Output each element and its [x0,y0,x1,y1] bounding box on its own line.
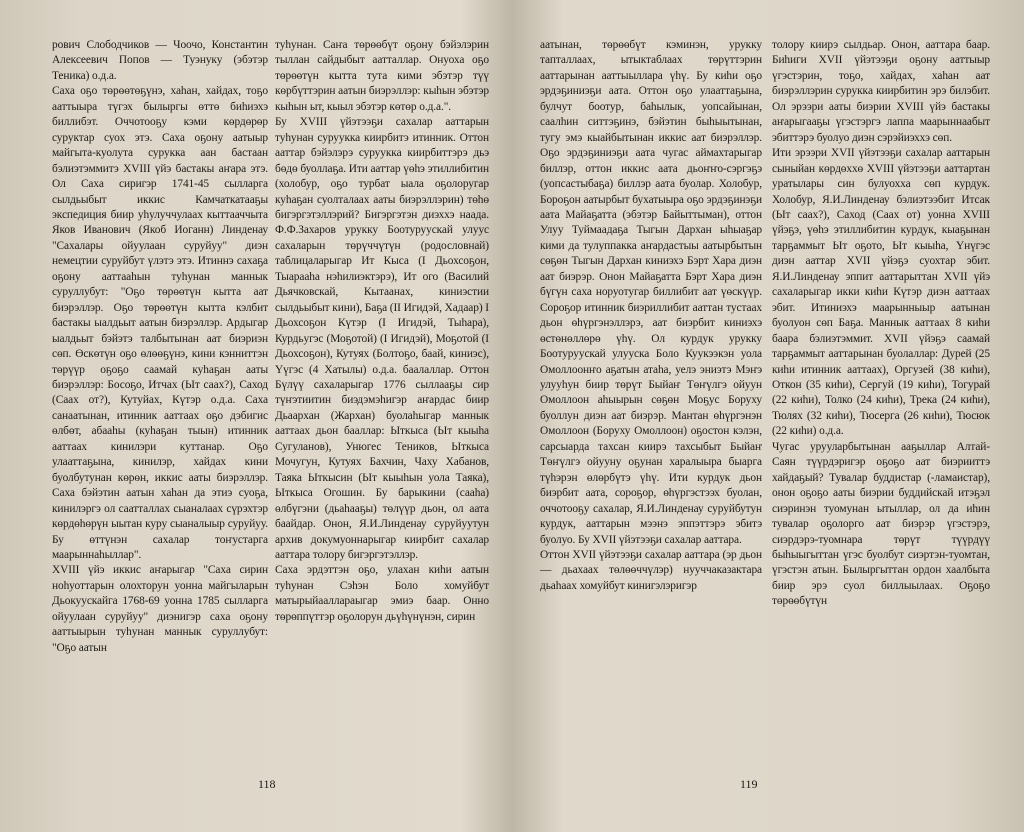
right-page-number: 119 [740,777,758,791]
left-page-column-2: туһунан. Саҥа төрөөбүт оҕону бэйэлэрин тыллан сайдыбыт аатталлар. Онуоха оҕо төрөөтүн кытта тута кими эбэтэр түү көрбүттэрин аатын биэрэллэр: кыһын эбэтэр кыһын ыт, кыыл эбэтэр көтөр о.д.а.". Бу XVIII үйэтээҕи сахалар ааттарын туһунан суруукка киирбитэ итинник. Оттон ааттар бэйэлэрэ суруукка киирбиттэрэ дьэ бөдө буоллаҕа. Ити ааттар үөһэ этиллибитин (холобур, оҕо турбат ыала оҕолоругар куһаҕан суолталаах ааты биэрэллэрин) төһө бигэргэтэллэрий? Бигэргэтэн диэххэ наада. Ф.Ф.Захаров урукку Боотуруускай улуус сахаларын төрүччүтүн (родословнай) таблицаларыгар Ит Кыса (I Дьохсоҕон, Тыарааһа нэһилиэктэрэ), Ит ого (Василий Дьячковскай, Кытаанах, киниэстии сылдьыбыт кини), Баҕа (II Игидэй, Хадаар) I Дьохсоҕон Күтэр (I Игидэй, Тыһара), Курдьугэс (Моҕотой) (I Игидэй), Моҕотой (I Дьохсоҕон), Кутуях (Болтоҕо, баай, киниэс), Үүгэс (4 Хатылы) о.д.а. баалаллар. Оттон Бүлүү сахаларыгар 1776 сыллааҕы сир түҥэтиитин биэдэмэһигэр аҥардас биир Дьаархан (Жархан) буолаһыгар маннык ааттаах дьон бааллар: Ыткыса (Ыт кыыһа Сугуланов), Унюгес Теников, Ыткыса Мочугун, Кутуях Бахчин, Чаху Хабанов, Таяка Ыткысин (Ыт кыыһын уола Таяка), Ыткыса Огошин. Бу барыкини (сааһа) өлбүгэни (дьаһааҕы) төлүүр дьон, ол аата баайдар. Онон, Я.И.Линденау суруйуутун архив докумуоннарыгар киирбит сахалар ааттара толору бигэргэтэллэр. Саха эрдэттэн оҕо, улахан киһи аатын туһунан Сэһэн Боло хомуйбут матырыйааллараыгар эмиэ баар. Онно төрөппүттэр оҕолорун дьүһүнүнэн, сирин [275,39,489,623]
right-page [512,0,1024,832]
right-page-column-1: аатынан, төрөөбүт кэминэн, урукку тапталлаах, ытыктаблаах төрүттэрин ааттарынан ааттыыллара үһү. Бу киһи оҕо эрдэҕиниэҕи аата. Оттон оҕо улааттаҕына, булчут боотур, баһылык, уопсайынан, саалһин ситтэҕинэ, бэйэтин быһыытынан, тугу эмэ кыайбытынан иккис аат биэрэллэр. Оҕо эрдэҕиниэҕи аата чугас аймахтарыгар биллэр, оттон иккис аата дьоҥҥо-сэргэҕэ (уопсастыбаҕа) биллэр аата буолар. Холобур, Бороҕон аатырбыт бухатыыра оҕо эрдэҕинэҕи аата Майаҕатта (эбэтэр Байыттыман), оттон Улуу Туймаадаҕа Тыгын Дархан ыһыаҕар кими да тулуппакка аҥардастыы аатырбытын сөҕөн Тыгын Дархан киниэхэ Бэрт Хара диэн аат биэрэр. Онон Майаҕатта Бэрт Хара диэн бүгүн саха норуотугар биллибит аат үөскүүр. Сороҕор итинник биэриллибит ааттан тустаах дьон өһүргэнэллэрэ, аат биэрбит киниэхэ өстөнөллөрө үһү. Ол курдук урукку Боотуруускай улууска Боло Куукээкэн уола Омоллоонҥо аҕатын атаһа, уелэ эниэтэ Мэҥэ улууһун биир төрүт Быйаҥ Төҥүлгэ ойуун Омоллоон аһыырын сөҕөн Моҕус Боруху буоллун диэн аат биэрэр. Мантан өһүргэнэн Омоллоон (Боруху Омоллоон) оҕостон кэлэн, сарсыарда тахсан киирэ тахсыбыт Быйаҥ Төҥүлгэ ойууну оҕунан харалыыра быарга түһэрэн өлөрбүтэ үһү. Ити курдук дьон биэрбит аата, сороҕор, өһүргэстээх буолан, оччотооҕу сахалар, Я.И.Линденау суруйбутун курдук, ааттарын мээнэ эппэттэрэ эбитэ буолуо. Бу XVII үйэтээҕи сахалар ааттара. Оттон XVII үйэтээҕи сахалар ааттара (эр дьон — дьахаах төлөөччүлэр) нууччаказактара дьаһаах хомуйбут кинигэлэригэр [540,39,762,592]
left-page-column-1: рович Слободчиков — Чоочо, Константин Алексеевич Попов — Туэнуку (эбэтэр Теника) о.д.а. Саха оҕо төрөөтөҕүнэ, хаһан, хайдах, тоҕо ааттыыра түгэх былыргы өттө биһиэхэ биллибэт. Оччотооҕу кэми көрдөрөр суруктар суох этэ. Саха оҕону аатыыр майгыта-куолута сурукка аан бастаан бэлиэтэммитэ XVIII үйэ бастакы аҥара этэ. Ол Саха сиригэр 1741-45 сылларга сылдьыбыт иккис Камчаткатааҕы экспедиция биир уһулуччулаах кыттааччыта Яков Иванович (Якоб Иоганн) Линденау "Сахалары ойуулаан суруйуу" диэн немецтии суруйбут үлэтэ этэ. Итиннэ сахаҕа оҕону ааттааһын туһунан маннык суруллубут: "Оҕо төрөөтүн кытта аат биэрэллэр. Оҕо төрөөтүн кытта кэлбит бастакы ыалдьыт аатын биэрэллэр. Ардыгар ыалдьыт бэйэтэ талбытынан аат биэриэн сөп. Өскөтүн оҕо өлөөҕүнэ, кини кэнниттэн төрүүр оҕоҕо саамай куһаҕан ааты биэрэллэр: Босоҕо, Итчах (Ыт саах?), Саход (Саах от?), Кутуйах, Күтэр о.д.а. Саха санаатынан, итинник ааттаах оҕо дэбигис өлбөт, абааһы (куһаҕан тыын) итинник ааттаах кинилэри куттанар. Оҕо улааттаҕына, кинилэр, хайдах кини буолбутунан көрөн, иккис ааты биэрэллэр. Саха бэйэтин аатын хаһан да этиэ суоҕа, кинилэргэ ол саатталлах сыаналаах сүрэхтэр көрдөһөрүн ыытан куру сыаналыыр суруйуу. Бу өттүнэн сахалар тоҥустарга маарыннаһыллар". XVIII үйэ иккис аҥарыгар "Саха сирин ноһуоттарын олохторун уонна майгыларын Дьокуускайга 1768-69 уонна 1785 сылларга ойуулаан суруйуу" диэнигэр саха оҕону ааттыырын туһунан маннык суруллубут: "Оҕо аатын [52,39,268,654]
left-page-number: 118 [258,777,276,791]
right-page-column-2: толору киирэ сылдьар. Онон, ааттара баар. Биһиги XVII үйэтээҕи оҕону ааттыыр үгэстэрин, тоҕо, хайдах, хаһан аат биэрэллэрин суруккa киирбитин эрэ билэбит. Ол эрээри ааты биэрии XVIII үйэ бастакы аҥарыгааҕы үгэстэргэ лаппа маарыннаабыт эбиттэрэ буолуо диэн сэрэйиэххэ сөп. Ити эрээри XVII үйэтээҕи сахалар ааттарын сыныйан көрдөххө XVIII үйэтээҕи ааттартан уратылары син булуохха сөп курдук. Холобур, Я.И.Линденау бэлиэтээбит Итсак (Ыт саах?), Саход (Саах от) уонна XVIII үйэҕэ, үөһэ этиллибитин курдук, кыаҕынан тарҕаммыт Ыт оҕото, Ыт кыыһа, Үнүгэс диэн ааттар XVII үйэҕэ суохтар эбит. Я.И.Линденау эппит ааттарыттан XVII үйэ сахаларыгар икки киһи Күтэр диэн ааттаах эбит. Итиниэхэ маарынныыр аатынан буолуон сөп Баҕа. Маннык ааттаах 8 киһи баара бэлиэтэммит. XVII үйэҕэ саамай тарҕаммыт ааттарынан буолаллар: Дурей (25 киһи итинник ааттаах), Оргузей (38 киһи), Откон (35 киһи), Сергуй (19 киһи), Тогурай (22 киһи), Толко (24 киһи), Трека (24 киһи), Тюлях (32 киһи), Тюсерга (26 киһи), Тюсюк (22 киһи) о.д.а. Чугас урууларбытынан ааҕыллар Алтай-Саян түүрдэригэр оҕоҕо аат биэрииттэ хайдаҕый? Тувалар буддистар (-ламаистар), онон оҕоҕо ааты биэрии буддийскай итэҕэл сиэринэн туомунан ытыллар, ол да иһин тувалар оҕолорго аат биэрэр үгэстэрэ, сиэрдэрэ-туомнара төрүт түүрдүү быһыыгыттан үгэс буолбут сиэртэн-туомтан, үгэстэн атын. Былыргыттан ордон хаалбыта биир эрэ суол биллыылаах. Оҕоҕо төрөөбүтүн [772,39,990,608]
